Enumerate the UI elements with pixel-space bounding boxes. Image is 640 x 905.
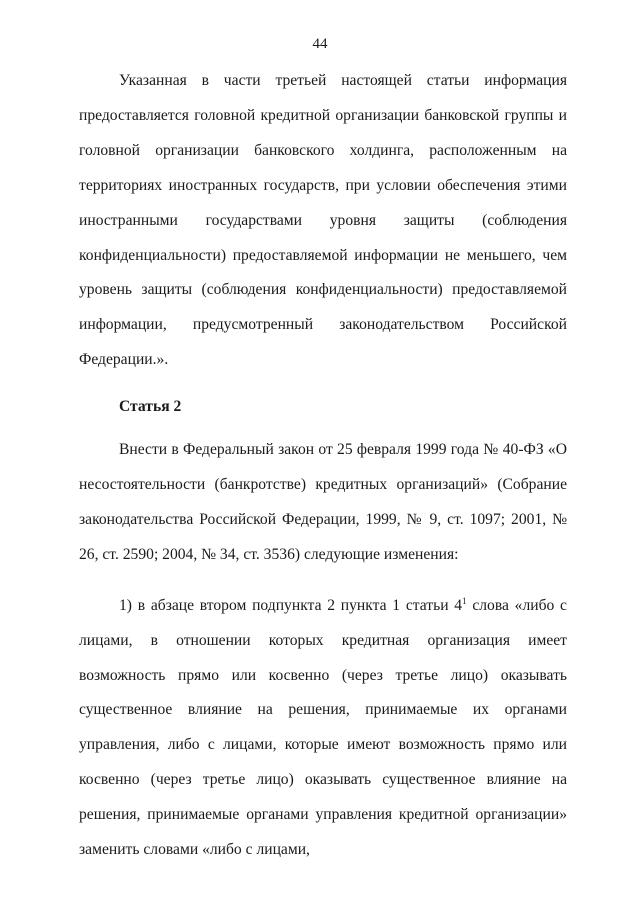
page-number: 44 (312, 36, 328, 52)
paragraph-item-1 (79, 589, 567, 868)
document-body (79, 64, 567, 868)
paragraph-info-provision: Указанная в части третьей настоящей статьи информация предоставляется головной кредитной организации банковской группы и головной организации банковского холдинга, расположенным на территориях иностранных государств, при условии обеспечения этими иностранными государствами уровня защиты (соблюдения конфиденциальности) предоставляемой информации не меньшего, чем уровень защиты (соблюдения конфиденциальности) предоставляемой информации, предусмотренный законодательством Российской Федерации.». (79, 72, 567, 369)
article-heading: Статья 2 (119, 398, 182, 416)
paragraph-amend-law: Внести в Федеральный закон от 25 февраля 1999 года № 40-ФЗ «О несостоятельности (банкротстве) кредитных организаций» (Собрание законодательства Российской Федерации, 1999, № 9, ст. 1097; 2001, № 26, ст. 2590; 2004, № 34, ст. 3536) следующие изменения: (79, 441, 567, 563)
superscript: 1 (462, 595, 467, 606)
item-1-text-end: слова «либо с лицами, в отношении которых кредитная организация имеет возможность прямо или косвенно (через третье лицо) оказывать существенное влияние на решения, принимаемые их органами управления, либо с лицами, которые имеют возможность прямо или косвенно (через третье лицо) оказывать существенное влияние на решения, принимаемые органами управления кредитной организации» заменить словами «либо с лицами, (79, 596, 567, 859)
item-1-text-start: 1) в абзаце втором подпункта 2 пункта 1 статьи 4 (119, 596, 463, 614)
